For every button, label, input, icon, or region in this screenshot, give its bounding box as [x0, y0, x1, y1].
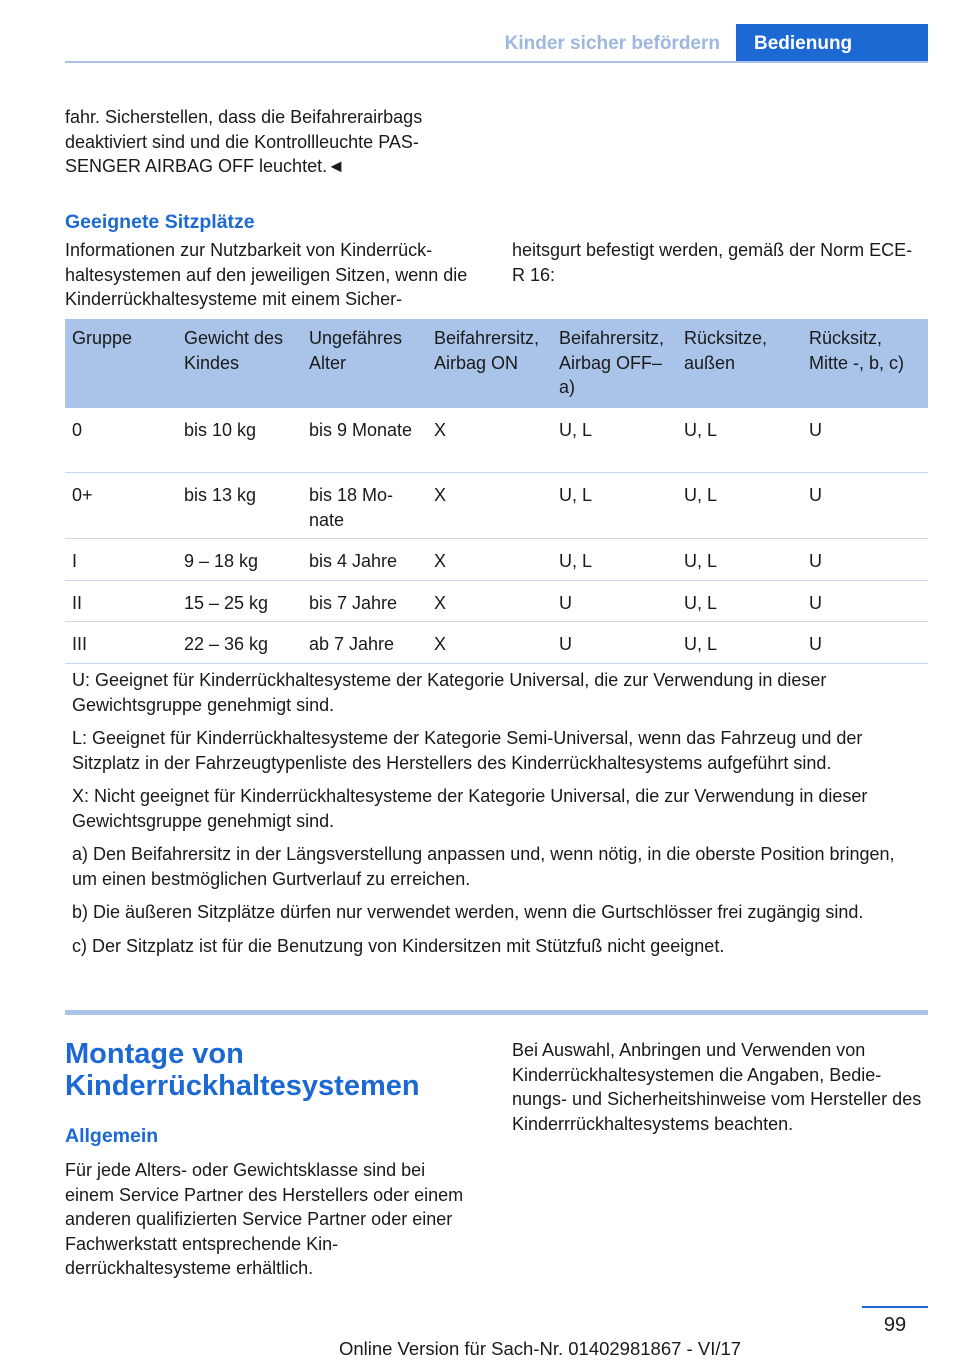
footnote-c: c) Der Sitzplatz ist für die Benutzung von Kindersitzen mit Stützfuß nicht geeignet. [72, 935, 725, 956]
table-row [65, 539, 928, 581]
column-header-group: Gruppe [65, 319, 177, 408]
table-cell: X [427, 580, 552, 622]
table-row [65, 622, 928, 664]
table-cell: U [552, 622, 677, 664]
table-cell: U, L [677, 580, 802, 622]
table-cell: U [552, 580, 677, 622]
table-cell: U [802, 473, 928, 539]
footnote-x: X: Nicht geeignet für Kinderrückhaltesysteme der Kategorie Universal, die zur Verwendung in dieser Gewichtsgruppe genehmigt sind. [72, 786, 868, 831]
table-cell: X [427, 622, 552, 664]
table-cell: bis 4 Jahre [302, 539, 427, 581]
table-cell: U, L [677, 473, 802, 539]
column-header-rear-outer: Rücksitze, außen [677, 319, 802, 408]
table-cell: U [802, 622, 928, 664]
table-cell: U, L [677, 622, 802, 664]
table-cell: X [427, 539, 552, 581]
table-cell: bis 7 Jahre [302, 580, 427, 622]
header-rule [65, 61, 928, 63]
footer-online-version: Online Version für Sach-Nr. 01402981867 - VI/17 [338, 1338, 742, 1359]
table-cell: bis 9 Monate [302, 408, 427, 473]
table-cell: 0 [65, 408, 177, 473]
header-section-tab: Bedienung [736, 24, 928, 63]
table-cell: U, L [552, 539, 677, 581]
footnote-l: L: Geeignet für Kinderrückhaltesysteme der Kategorie Semi-Universal, wenn das Fahrzeug und der Sitzplatz in der Fahrzeugtypenliste des Herstellers des Kinderrückhaltesystems aufgeführt sind. [72, 728, 863, 773]
footnote-b: b) Die äußeren Sitzplätze dürfen nur verwendet werden, wenn die Gurtschlösser frei zugängig sind. [72, 902, 864, 922]
page-number: 99 [883, 1314, 907, 1336]
table-cell: U [802, 539, 928, 581]
table-header-row [65, 319, 928, 408]
child-seat-suitability-table [65, 319, 928, 664]
table-cell: bis 10 kg [177, 408, 302, 473]
header-chapter-title: Kinder sicher befördern [504, 33, 720, 54]
page-number-rule [862, 1306, 928, 1308]
table-cell: X [427, 473, 552, 539]
column-header-rear-middle: Rücksitz, Mitte -, b, c) [802, 319, 928, 408]
table-cell: U, L [677, 539, 802, 581]
table-cell: 15 – 25 kg [177, 580, 302, 622]
section1-text-col2: heitsgurt befestigt werden, gemäß der Norm ECE-R 16: [512, 240, 913, 285]
column-header-passenger-airbag-on: Beifahrersitz, Airbag ON [427, 319, 552, 408]
section-heading-installation: Montage von Kinderrückhaltesystemen [65, 1038, 420, 1102]
section-separator [65, 1010, 928, 1015]
table-row [65, 408, 928, 473]
table-cell: U, L [552, 408, 677, 473]
intro-paragraph: fahr. Sicherstellen, dass die Beifahrerairbags deaktiviert sind und die Kontrollleuchte PASSENGER AIRBAG OFF leuchtet.◄ [65, 107, 423, 176]
table-cell: 22 – 36 kg [177, 622, 302, 664]
table-cell: bis 13 kg [177, 473, 302, 539]
section-heading-suitable-seats: Geeignete Sitzplätze [65, 211, 255, 233]
table-cell: U, L [552, 473, 677, 539]
footnote-a: a) Den Beifahrersitz in der Längsverstellung anpassen und, wenn nötig, in die oberste Position bringen, um einen bestmöglichen Gurtverlauf zu erreichen. [72, 844, 895, 889]
table-footnotes [72, 668, 922, 967]
table-cell: U [802, 580, 928, 622]
footnote-u: U: Geeignet für Kinderrückhaltesysteme der Kategorie Universal, die zur Verwendung in dieser Gewichtsgruppe genehmigt sind. [72, 670, 827, 715]
column-header-weight: Gewicht des Kindes [177, 319, 302, 408]
section2-text-col1: Für jede Alters- oder Gewichtsklasse sind bei einem Service Partner des Herstellers oder einem anderen qualifizierten Service Partner oder einer Fachwerkstatt entsprechende Kinderrückhaltesysteme erhältlich. [65, 1160, 464, 1278]
column-header-passenger-airbag-off: Beifahrersitz, Airbag OFF– a) [552, 319, 677, 408]
table-row [65, 580, 928, 622]
table-cell: 9 – 18 kg [177, 539, 302, 581]
subheading-general: Allgemein [65, 1125, 159, 1147]
table-cell: ab 7 Jahre [302, 622, 427, 664]
table-cell: bis 18 Monate [302, 473, 427, 539]
section1-text-col1: Informationen zur Nutzbarkeit von Kinderrückhaltesystemen auf den jeweiligen Sitzen, wenn die Kinderrückhaltesysteme mit einem Sicher- [65, 240, 468, 309]
table-cell: III [65, 622, 177, 664]
table-row [65, 473, 928, 539]
table-cell: X [427, 408, 552, 473]
section2-text-col2: Bei Auswahl, Anbringen und Verwenden von Kinderrückhaltesystemen die Angaben, Bedienungs- und Sicherheitshinweise vom Hersteller des Kinderrrückhaltesystems beachten. [512, 1040, 922, 1134]
table-cell: U, L [677, 408, 802, 473]
table-cell: 0+ [65, 473, 177, 539]
column-header-age: Ungefähres Alter [302, 319, 427, 408]
table-cell: I [65, 539, 177, 581]
table-cell: U [802, 408, 928, 473]
table-cell: II [65, 580, 177, 622]
